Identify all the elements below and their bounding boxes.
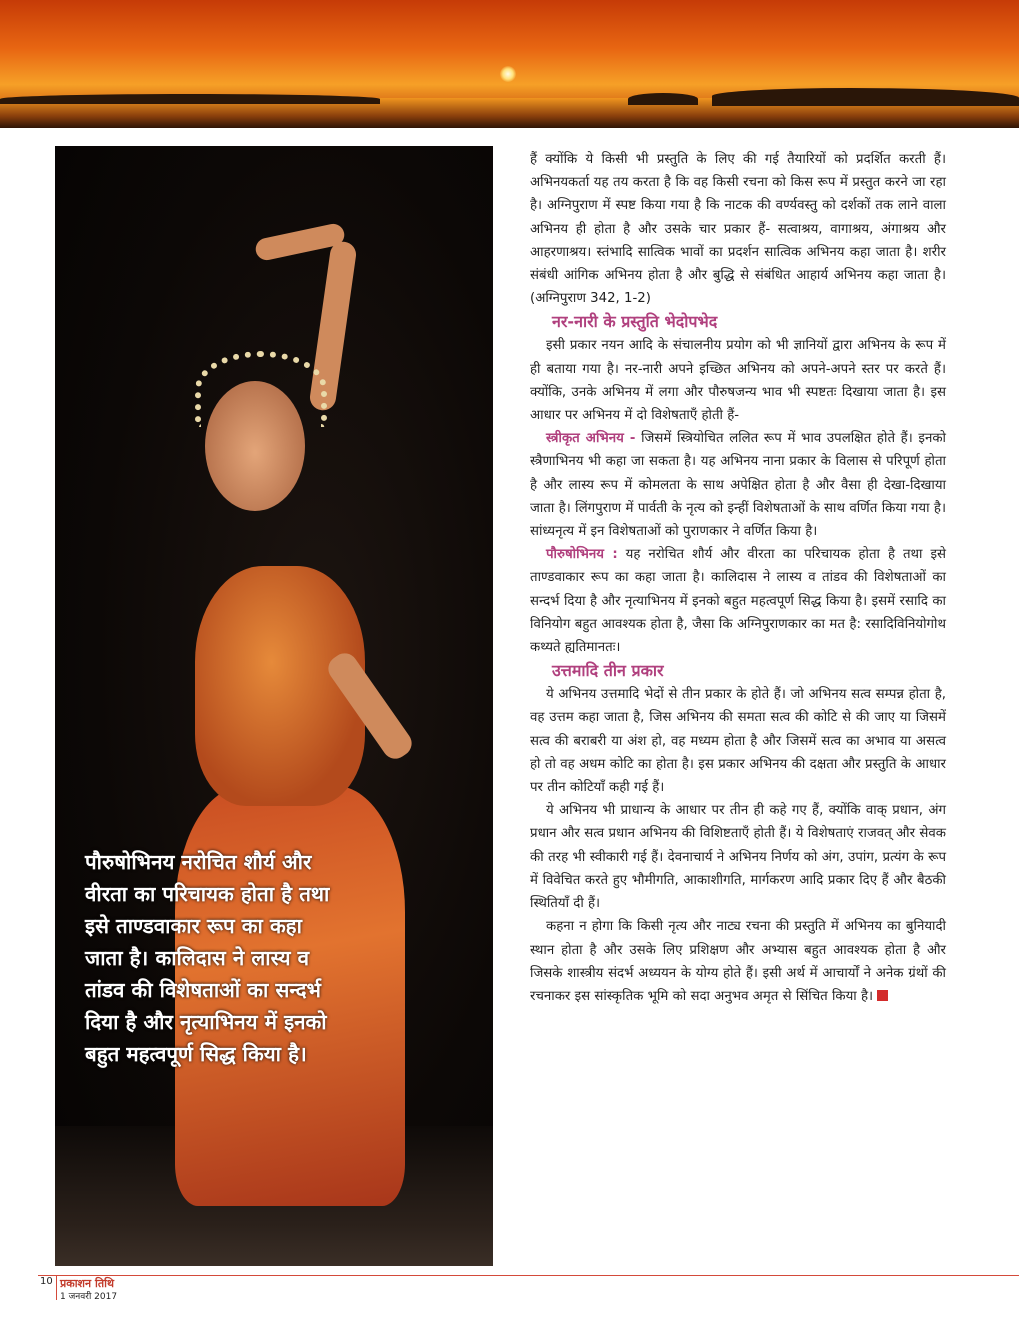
section-heading-2: उत्तमादि तीन प्रकार <box>552 661 664 681</box>
paragraph-1: हैं क्योंकि ये किसी भी प्रस्तुति के लिए की गई तैयारियों को प्रदर्शित करती हैं। अभिनयकर्ता यह तय करता है कि वह किसी रचना को किस रूप में प्रस्तुत करने जा रहा है। अग्निपुराण में स्पष्ट किया गया है कि नाटक की वर्ण्यवस्तु को दर्शकों तक लाने वाला अभिनय ही होता है और उसके चार प्रकार हैं- सत्वाश्रय, वागाश्रय, अंगाश्रय और आहरणाश्रय। स्तंभादि सात्विक भावों का प्रदर्शन सात्विक अभिनय कहा जाता है। शरीर संबंधी आंगिक अभिनय होता है और बुद्धि से संबंधित आहार्य अभिनय कहा जाता है। (अग्निपुराण 342, 1-2) <box>530 152 946 307</box>
sun-graphic <box>500 66 516 82</box>
dancer-headdress <box>195 351 327 427</box>
term-paurusho: पौरुषोभिनय : <box>546 547 618 563</box>
paragraph-5: ये अभिनय उत्तमादि भेदों से तीन प्रकार के होते हैं। जो अभिनय सत्व सम्पन्न होता है, वह उत्तम कहा जाता है, जिस अभिनय की समता सत्व की कोटि से की जाए या जिसमें सत्व की बराबरी या अंश हो, वह मध्यम होता है और जिसमें सत्व का अभाव या असत्व हो तो वह अधम कोटि का होता है। इस प्रकार अभिनय की दक्षता और प्रस्तुति के आधार पर तीन कोटियाँ कही गई हैं। <box>530 687 946 796</box>
paragraph-7 <box>530 915 946 1008</box>
footer-rule <box>38 1275 1019 1276</box>
paragraph-3 <box>530 427 946 543</box>
article-column <box>530 148 946 1008</box>
magazine-name: प्रकाशन तिथि <box>60 1277 114 1290</box>
paragraph-2: इसी प्रकार नयन आदि के संचालनीय प्रयोग को भी ज्ञानियों द्वारा अभिनय के रूप में ही बताया गया है। नर-नारी अपने इच्छित अभिनय को अपने-अपने स्तर पर करते हैं। क्योंकि, उनके अभिनय में लगा और पौरुषजन्य भाव भी स्पष्टतः दिखाया जाता है। इस आधार पर अभिनय में दो विशेषताएँ होती हैं- <box>530 338 946 424</box>
issue-date: 1 जनवरी 2017 <box>60 1292 118 1302</box>
term-strikrit: स्त्रीकृत अभिनय - <box>546 431 636 447</box>
paragraph-7-text: कहना न होगा कि किसी नृत्य और नाट्य रचना की प्रस्तुति में अभिनय का बुनियादी स्थान होता है और उसके लिए प्रशिक्षण और अभ्यास बहुत आवश्यक होता है और जिसके शास्त्रीय संदर्भ अध्ययन के योग्य होते हैं। इसी अर्थ में आचार्यों ने अनेक ग्रंथों की रचनाकर इस सांस्कृतिक भूमि को सदा अनुभव अमृत से सिंचित किया है। <box>530 919 946 1004</box>
island-left <box>0 94 380 104</box>
paragraph-4 <box>530 543 946 659</box>
photo-caption: पौरुषोभिनय नरोचित शौर्य और वीरता का परिचायक होता है तथा इसे ताण्डवाकार रूप का कहा जाता है। कालिदास ने लास्य व तांडव की विशेषताओं का सन्दर्भ दिया है और नृत्याभिनय में इनको बहुत महत्वपूर्ण सिद्ध किया है। <box>85 850 330 1066</box>
end-mark-icon <box>877 990 888 1001</box>
paragraph-6: ये अभिनय भी प्राधान्य के आधार पर तीन ही कहे गए हैं, क्योंकि वाक् प्रधान, अंग प्रधान और सत्व प्रधान अभिनय की विशिष्टताएँ होती हैं। ये विशेषताएं राजवत् और सेवक की तरह भी स्वीकारी गई हैं। देवनाचार्य ने अभिनय निर्णय को अंग, उपांग, प्रत्यंग के रूप में विवेचित करते हुए भौमीगति, आकाशीगति, मार्गकरण आदि प्रकार दिए हैं और बैठकी स्थितियाँ दी हैं। <box>530 803 946 912</box>
section-heading-1: नर-नारी के प्रस्तुति भेदोपभेद <box>552 312 718 332</box>
sunset-banner <box>0 0 1019 128</box>
island-right <box>712 88 1019 106</box>
island-small <box>628 93 698 105</box>
page-number: 10 <box>40 1276 57 1300</box>
paragraph-3-text: जिसमें स्त्रियोचित ललित रूप में भाव उपलक्षित होते हैं। इनको स्त्रैणाभिनय भी कहा जा सकता है। यह अभिनय नाना प्रकार के विलास से परिपूर्ण होता है और लास्य रूप में कोमलता के साथ अपेक्षित होता है और वैसा ही देखा-दिखाया जाता है। लिंगपुराण में पार्वती के नृत्य को इन्हीं विशेषताओं के साथ वर्णित किया गया है। सांध्यनृत्य में इन विशेषताओं को पुराणकार ने वर्णित किया है। <box>530 431 946 540</box>
paragraph-4-text: यह नरोचित शौर्य और वीरता का परिचायक होता है तथा इसे ताण्डवाकार रूप का कहा जाता है। कालिदास ने लास्य व तांडव की विशेषताओं का सन्दर्भ दिया है और नृत्याभिनय में इनको बहुत महत्वपूर्ण सिद्ध किया है। इसमें रसादि का विनियोग बहुत आवश्यक होता है, जैसा कि अग्निपुराणकार का मत है: रसादिविनियोगोथ कथ्यते ह्यतिमानतः। <box>530 547 946 656</box>
dancer-photo <box>55 146 493 1266</box>
